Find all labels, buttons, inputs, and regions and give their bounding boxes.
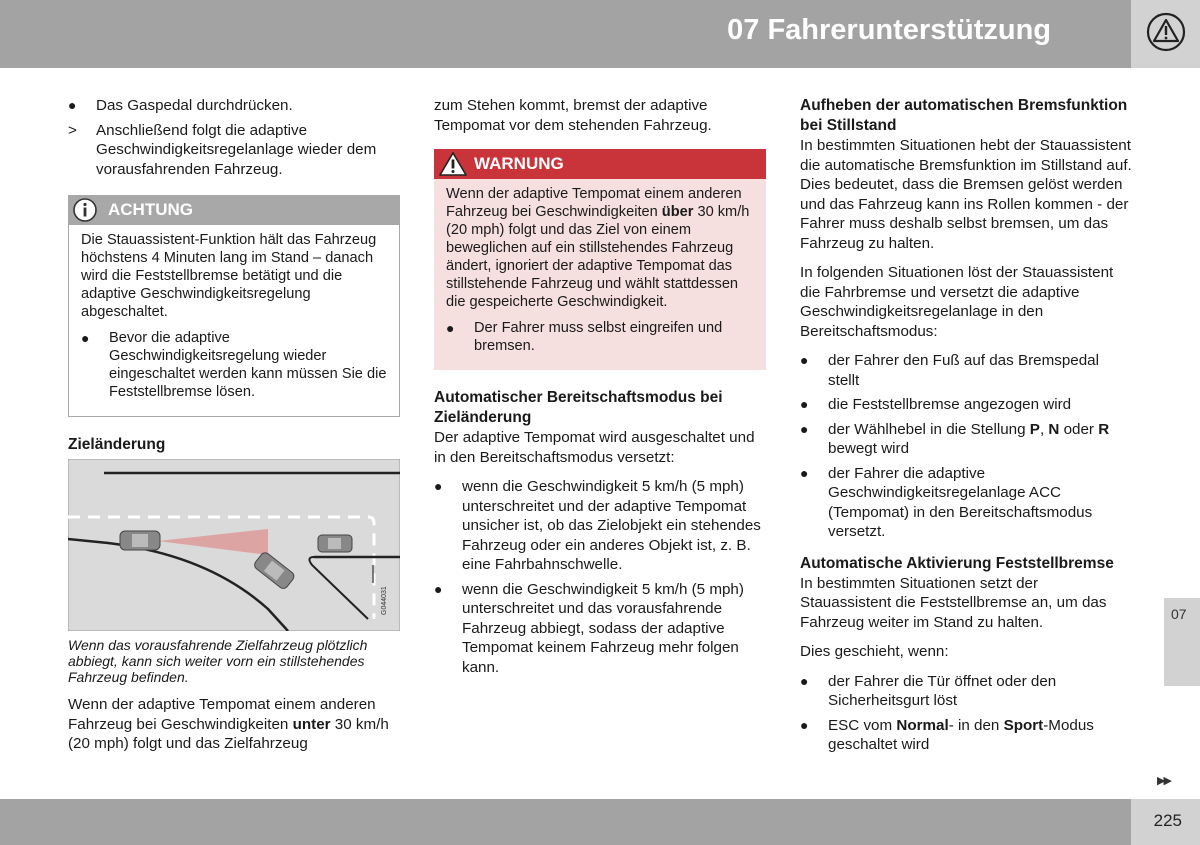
stationary-car-icon (318, 535, 352, 552)
section-heading: Zieländerung (68, 436, 166, 453)
section-heading: Automatische Aktivierung Feststellbremse (800, 554, 1114, 572)
bullet-marker: ● (434, 580, 443, 597)
bullet-marker: ● (800, 672, 809, 689)
achtung-header (68, 195, 400, 225)
paragraph: In bestimmten Situationen hebt der Stauassistent die automatische Bremsfunktion im Stillstand auf. Dies bedeutet, dass die Bremsen gelöst werden und das Fahrzeug kann ins Rollen kommen - der Fahrer muss deshalb selbst bremsen, um das Fahrzeug zu halten. (800, 137, 1132, 252)
list-item: ● die Feststellbremse angezogen wird (800, 396, 1072, 413)
paragraph: Wenn der adaptive Tempomat einem anderen Fahrzeug bei Geschwindigkeiten unter 30 km/h (20 mph) folgt und das Zielfahrzeug (68, 696, 389, 752)
lane-change-diagram (68, 459, 400, 631)
page-number: 225 (1153, 811, 1182, 830)
figure-code: G044031 (381, 586, 388, 615)
bullet-marker: ● (800, 352, 809, 368)
chapter-side-tab (1164, 598, 1200, 686)
paragraph: In folgenden Situationen löst der Stauassistent die Fahrbremse und versetzt die adaptive Geschwindigkeitsregelanlage in den Bereitschaftsmodus: (800, 264, 1114, 340)
paragraph: In bestimmten Situationen setzt der Stauassistent die Feststellbremse an, um das Fahrzeug weiter im Stand zu halten. (800, 574, 1107, 631)
paragraph: Dies geschieht, wenn: (800, 643, 949, 660)
section-heading: Aufheben der automatischen Bremsfunktion bei Stillstand (800, 97, 1128, 134)
warning-triangle-icon (438, 151, 468, 177)
list-item: ● der Fahrer den Fuß auf das Bremspedal stellt (800, 352, 1099, 389)
bullet-marker: ● (446, 320, 455, 336)
bullet-marker: ● (800, 716, 809, 733)
list-item: ● Das Gaspedal durchdrücken. (68, 97, 293, 114)
bullet-marker: ● (800, 420, 809, 437)
result-marker: > (68, 121, 77, 139)
warnung-label: WARNUNG (474, 154, 564, 173)
achtung-text: Die Stauassistent-Funktion hält das Fahrzeug höchstens 4 Minuten lang im Stand – danach wird die Feststellbremse betätigt und die adaptive Geschwindigkeitsregelung abgeschaltet. (81, 232, 377, 320)
header-icon-box (1131, 0, 1200, 68)
chapter-title: 07 Fahrerunterstützung (727, 14, 1051, 46)
list-item: ● Bevor die adaptive Geschwindigkeitsregelung wieder eingeschaltet werden kann müssen Sie die Feststellbremse lösen. (81, 330, 387, 400)
list-item: ● der Fahrer die Tür öffnet oder den Sicherheitsgurt löst (800, 672, 1057, 709)
list-item: ● wenn die Geschwindigkeit 5 km/h (5 mph) unterschreitet und das vorausfahrende Fahrzeug abbiegt, sodass der adaptive Tempomat keinem Fahrzeug mehr folgen kann. (434, 580, 744, 676)
column-middle (434, 96, 766, 682)
bullet-marker: ● (800, 464, 809, 481)
list-item: ● ESC vom Normal- in den Sport-Modus geschaltet wird (800, 716, 1094, 753)
warnung-box (434, 149, 766, 370)
section-heading: Automatischer Bereitschaftsmodus bei Zieländerung (434, 389, 723, 426)
achtung-body (68, 225, 400, 417)
page-header (0, 0, 1131, 68)
list-item: ● der Wählhebel in die Stellung P, N oder R bewegt wird (800, 420, 1110, 457)
double-arrow-right-icon: ▶▶ (1157, 775, 1170, 787)
paragraph: Der adaptive Tempomat wird ausgeschaltet und in den Bereitschaftsmodus versetzt: (434, 429, 755, 466)
column-right (800, 96, 1132, 760)
chapter-tab-label: 07 (1171, 606, 1187, 622)
achtung-label: ACHTUNG (108, 200, 193, 219)
bullet-marker: ● (800, 396, 809, 412)
warnung-header (434, 149, 766, 179)
list-item: ● wenn die Geschwindigkeit 5 km/h (5 mph) unterschreitet und der adaptive Tempomat unsicher ist, ob das Zielobjekt ein stehendes Fahrzeug oder ein anderes Objekt ist, z. B. eine Fahrbahnschwelle. (434, 478, 761, 573)
bullet-marker: ● (434, 478, 443, 494)
info-icon (72, 197, 98, 223)
own-car-icon (120, 531, 160, 550)
paragraph: zum Stehen kommt, bremst der adaptive Tempomat vor dem stehenden Fahrzeug. (434, 97, 712, 134)
bullet-marker: ● (81, 330, 90, 346)
list-item: > Anschließend folgt die adaptive Geschwindigkeitsregelanlage wieder dem vorausfahrenden Fahrzeug. (68, 121, 377, 178)
list-item: ● der Fahrer die adaptive Geschwindigkeitsregelanlage ACC (Tempomat) in den Bereitschaftsmodus versetzt. (800, 464, 1093, 540)
column-left (68, 96, 400, 764)
list-item: ● Der Fahrer muss selbst eingreifen und bremsen. (446, 320, 723, 354)
figure-caption: Wenn das vorausfahrende Zielfahrzeug plötzlich abbiegt, kann sich weiter vorn ein stillstehendes Fahrzeug befinden. (68, 637, 368, 685)
page-footer (0, 799, 1131, 845)
warnung-body (434, 179, 766, 370)
warning-triangle-icon (1145, 12, 1187, 52)
page-number-box (1131, 799, 1200, 845)
warnung-text: Wenn der adaptive Tempomat einem anderen Fahrzeug bei Geschwindigkeiten über 30 km/h (20 mph) folgt und das Ziel von einem beweglichen auf ein stillstehendes Fahrzeug ändert, ignoriert der adaptive Tempomat das stillstehende Fahrzeug und wählt stattdessen die gespeicherte Geschwindigkeit. (446, 186, 750, 310)
achtung-box (68, 195, 400, 417)
bullet-marker: ● (68, 97, 77, 113)
